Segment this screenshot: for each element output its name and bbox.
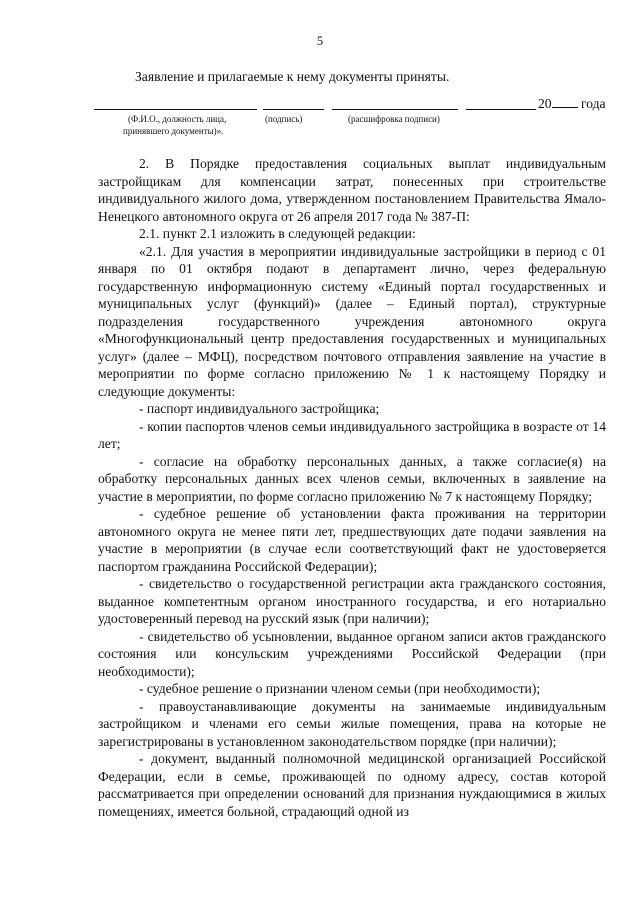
year-prefix: 20: [538, 96, 552, 111]
signature-line: [94, 95, 604, 113]
list-item: - правоустанавливающие документы на занимаемые индивидуальным застройщиком и членами его семьи жилые помещения, права на которые не зарегистрированы в установленном законодательством порядке (при наличии);: [98, 698, 606, 749]
list-item: - копии паспортов членов семьи индивидуального застройщика в возрасте от 14 лет;: [98, 418, 606, 451]
paragraph-clause: 2.1. пункт 2.1 изложить в следующей редакции:: [139, 226, 416, 241]
signature-underline: [263, 109, 324, 110]
caption-decoding: (расшифровка подписи): [348, 114, 440, 124]
accepted-line: Заявление и прилагаемые к нему документы приняты.: [135, 69, 450, 84]
page-number: 5: [316, 34, 324, 48]
list-item: - паспорт индивидуального застройщика;: [139, 401, 380, 416]
decoding-underline: [332, 109, 458, 110]
caption-name: (Ф.И.О., должность лица,: [128, 114, 227, 124]
caption-name-continued: принявшего документы)».: [123, 126, 224, 136]
year-blank: [552, 95, 578, 108]
list-item: - согласие на обработку персональных данных, а также согласие(я) на обработку персональных данных всех членов семьи, включенных в заявление на участие в мероприятии, по форме согласно приложению № 7 к настоящему Порядку;: [98, 453, 606, 504]
list-item: - судебное решение об установлении факта проживания на территории автономного округа не менее пяти лет, предшествующих дате подачи заявления на участие в мероприятии (в случае если соответствующий факт не удостоверяется паспортом гражданина Российской Федерации);: [98, 506, 606, 574]
year-field: [538, 95, 606, 113]
caption-signature: (подпись): [265, 114, 303, 124]
date-underline: [466, 109, 536, 110]
list-item: - документ, выданный полномочной медицинской организацией Российской Федерации, если в семье, проживающей по одному адресу, состав которой рассматривается при определении оснований для признания нуждающимися в жилых помещениях, имеется больной, страдающий одной из: [98, 751, 606, 819]
body-text: [98, 155, 606, 820]
name-underline: [94, 109, 257, 110]
year-suffix: года: [577, 96, 606, 111]
list-item: - свидетельство об усыновлении, выданное органом записи актов гражданского состояния или консульским учреждениями Российской Федерации (при необходимости);: [98, 628, 606, 679]
list-item: - судебное решение о признании членом семьи (при необходимости);: [139, 681, 541, 696]
paragraph-clause-text: «2.1. Для участия в мероприятии индивидуальные застройщики в период с 01 января по 01 октября подают в департамент лично, через федеральную государственную информационную систему «Единый портал государственных и муниципальных услуг (функций)» (далее – Единый портал), структурные подразделения государственного учреждения автономного округа «Многофункциональный центр предоставления государственных и муниципальных услуг» (далее – МФЦ), посредством почтового отправления заявление на участие в мероприятии по форме согласно приложению № 1 к настоящему Порядку и следующие документы:: [98, 243, 606, 399]
list-item: - свидетельство о государственной регистрации акта гражданского состояния, выданное компетентным органом иностранного государства, и его нотариально удостоверенный перевод на русский язык (при наличии);: [98, 576, 606, 626]
paragraph-amendment: 2. В Порядке предоставления социальных выплат индивидуальным застройщикам для компенсации затрат, понесенных при строительстве индивидуального жилого дома, утвержденном постановлением Правительства Ямало-Ненецкого автономного округа от 26 апреля 2017 года № 387-П:: [98, 156, 606, 224]
